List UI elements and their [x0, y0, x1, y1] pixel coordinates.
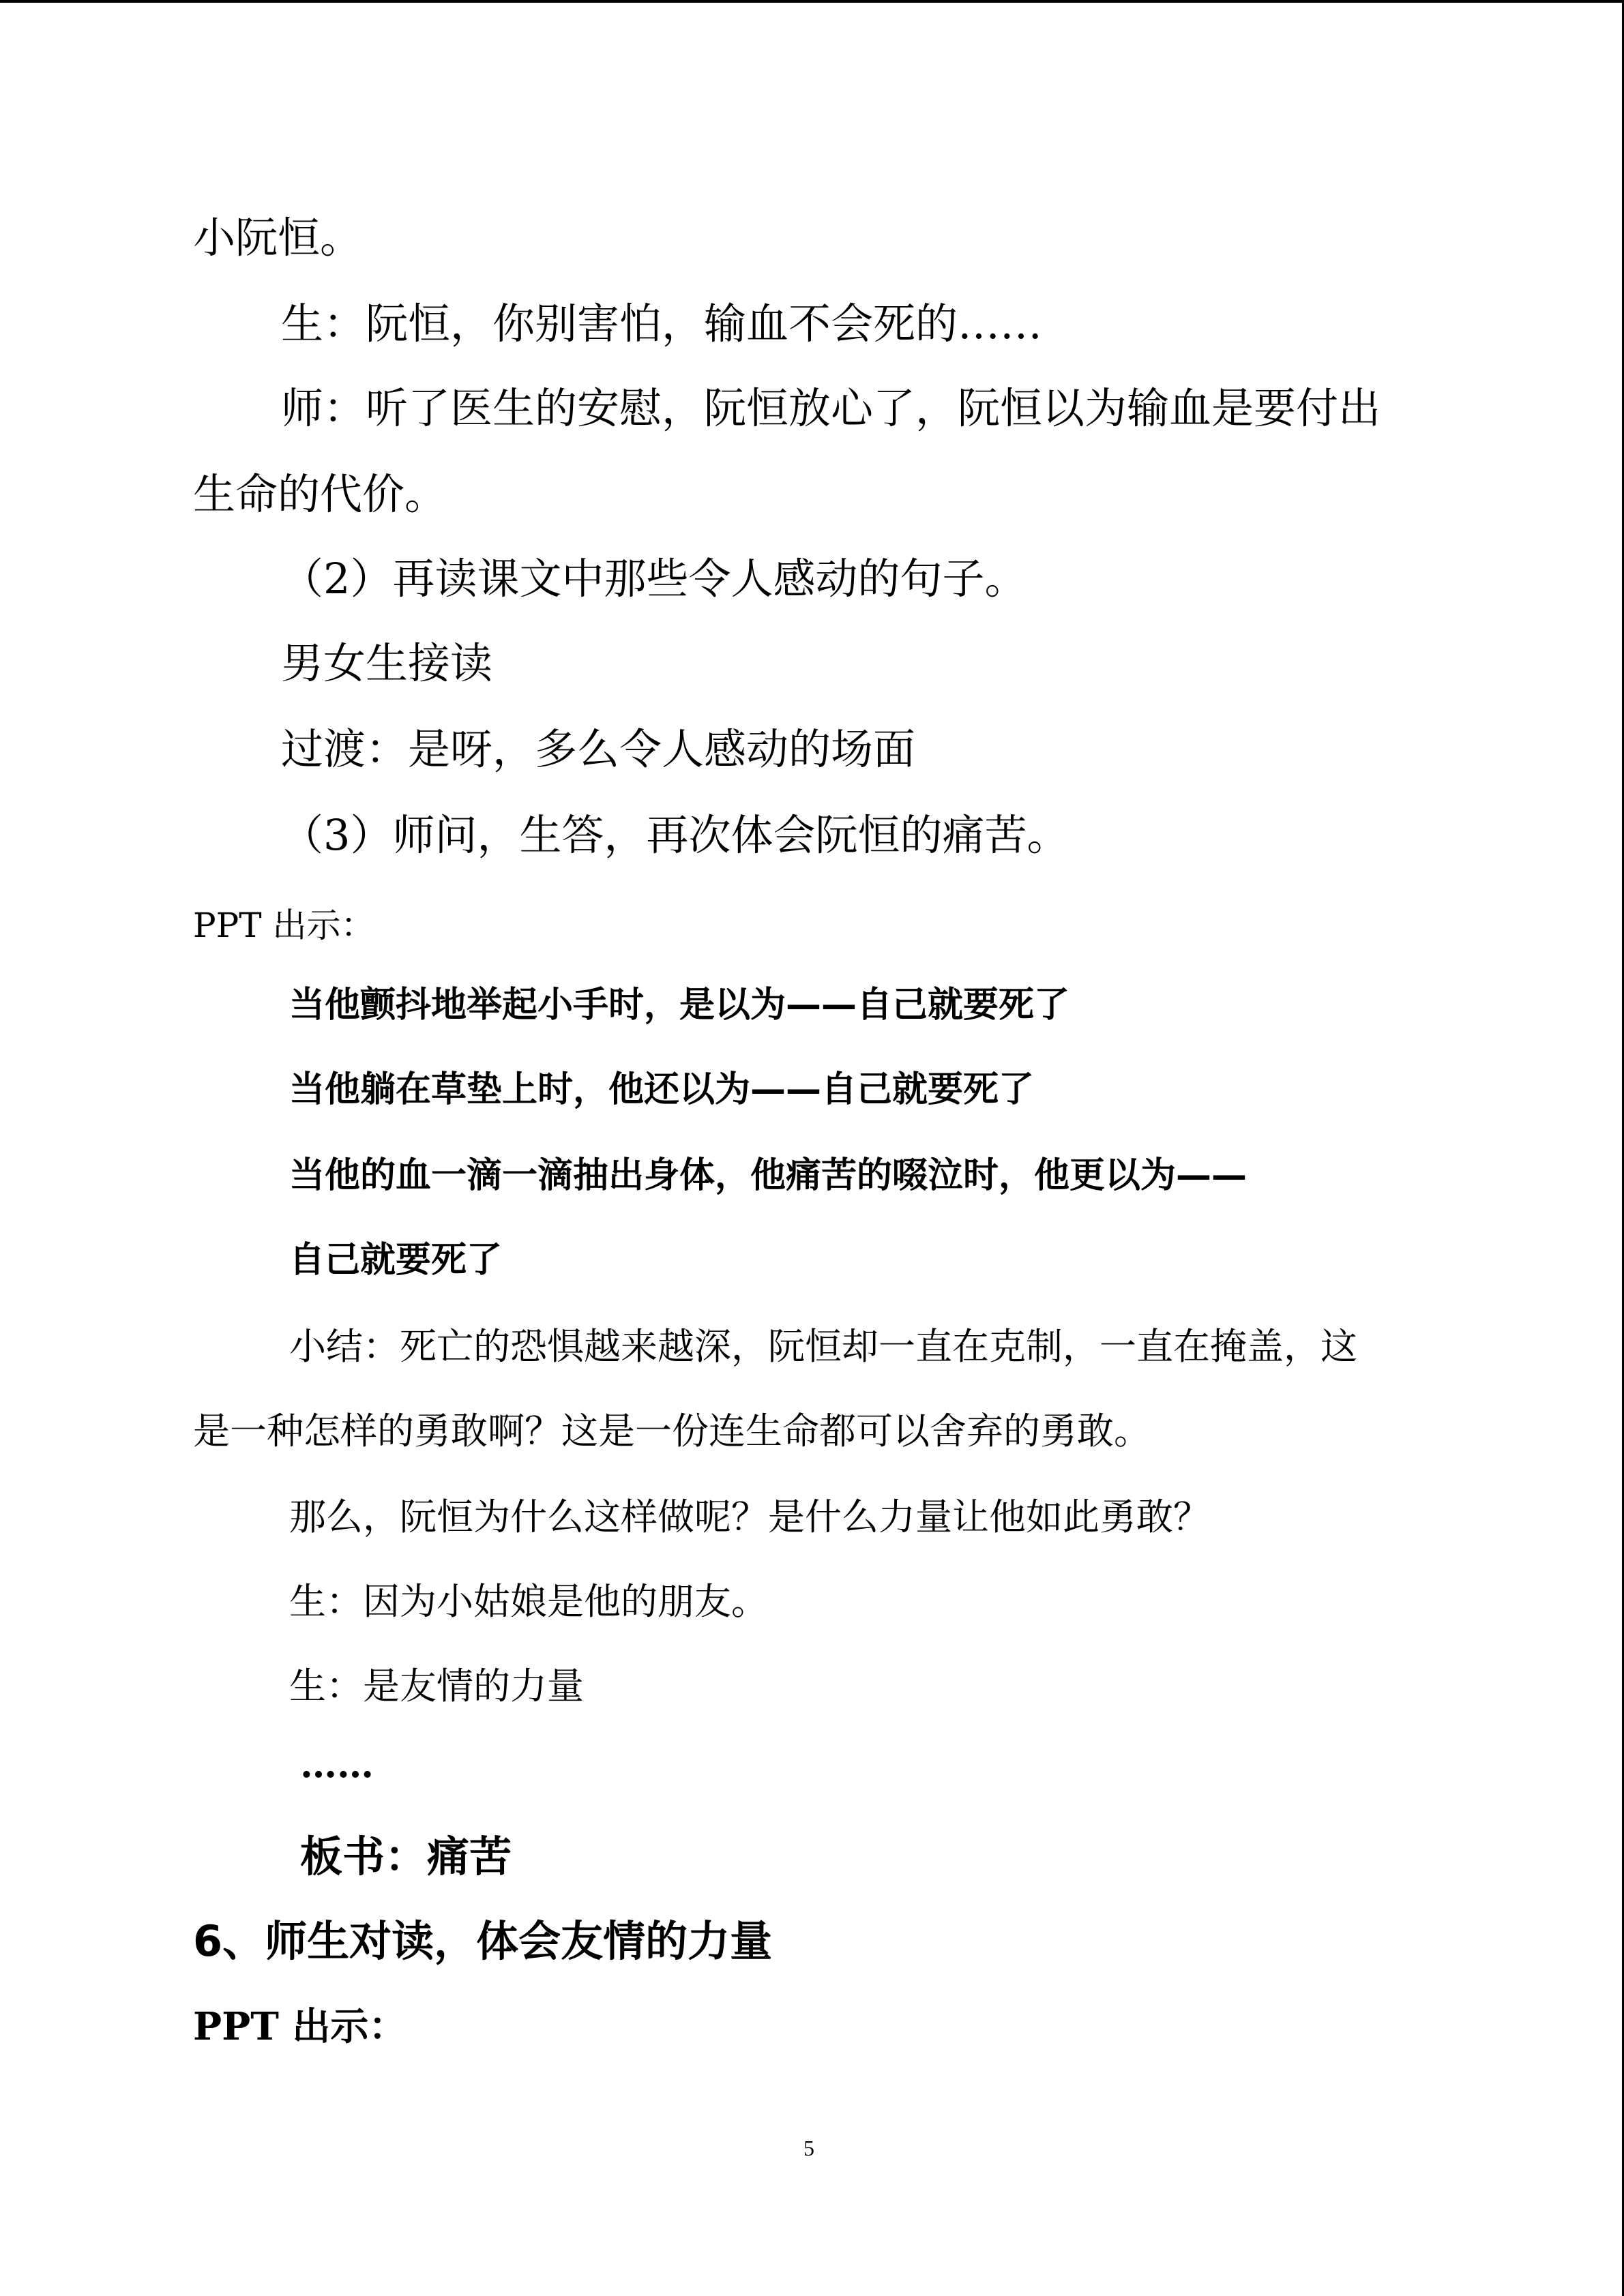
text-line-6: 男女生接读	[281, 638, 493, 688]
student-answer-2: 生：是友情的力量	[289, 1665, 584, 1708]
ppt-quote-line-3: 当他的血一滴一滴抽出身体，他痛苦的啜泣时，他更以为——	[289, 1155, 1247, 1196]
text-line-7: 过渡：是呀，多么令人感动的场面	[281, 724, 916, 774]
ppt-label-1: PPT 出示：	[193, 906, 375, 945]
ppt-label-2: PPT 出示：	[193, 2004, 407, 2049]
ppt-quote-line-2: 当他躺在草垫上时，他还以为——自己就要死了	[289, 1069, 1035, 1110]
section-heading-6: 6、师生对读，体会友情的力量	[193, 1916, 773, 1966]
text-line-4: 生命的代价。	[193, 469, 447, 519]
text-line-5: （2）再读课文中那些令人感动的句子。	[281, 554, 1027, 603]
blackboard-note: 板书：痛苦	[300, 1832, 512, 1881]
page-number: 5	[803, 2136, 814, 2160]
ppt-quote-line-1: 当他颤抖地举起小手时，是以为——自己就要死了	[289, 985, 1070, 1026]
text-line-2: 生：阮恒，你别害怕，输血不会死的……	[281, 299, 1043, 348]
ppt-quote-line-4: 自己就要死了	[289, 1240, 503, 1281]
ellipsis-line: ……	[300, 1742, 374, 1786]
text-line-1: 小阮恒。	[193, 213, 363, 263]
summary-line-2: 是一种怎样的勇敢啊？这是一份连生命都可以舍弃的勇敢。	[193, 1410, 1151, 1452]
question-line: 那么，阮恒为什么这样做呢？是什么力量让他如此勇敢？	[289, 1495, 1210, 1538]
student-answer-1: 生：因为小姑娘是他的朋友。	[289, 1580, 768, 1623]
page-top-border	[0, 0, 1624, 3]
text-line-3: 师：听了医生的安慰，阮恒放心了，阮恒以为输血是要付出	[281, 383, 1381, 433]
summary-line-1: 小结：死亡的恐惧越来越深，阮恒却一直在克制，一直在掩盖，这	[289, 1325, 1357, 1368]
text-line-8: （3）师问，生答，再次体会阮恒的痛苦。	[281, 810, 1069, 860]
